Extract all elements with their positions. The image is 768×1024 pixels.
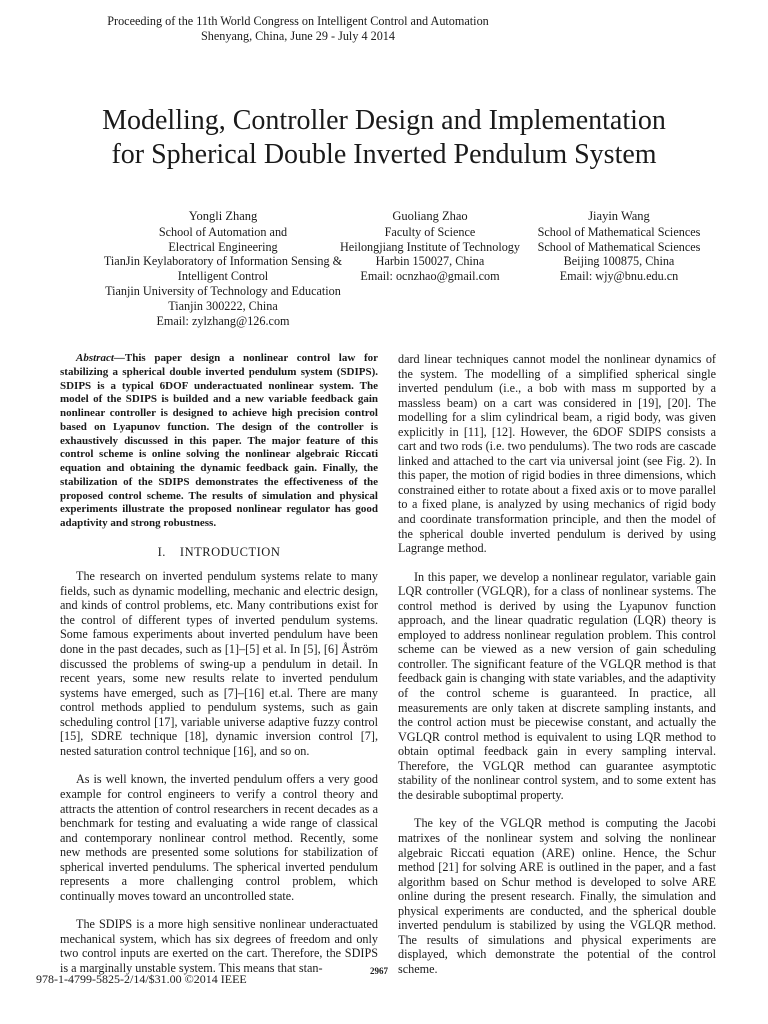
body-paragraph: As is well known, the inverted pendulum offers a very good example for control engineers to verify a control theory and attracts the attention of control researchers in recent decades as a benchmark for testing and evaluating a wide range of classical and contemporary nonlinear control method. Recently, some new methods are presented some solutions for stabilization of spherical inverted pendulums. The spherical inverted pendulum represents a more challenging control problem, which continually moves toward an uncontrolled state.	[60, 772, 378, 903]
author-affiliation-line: School of Mathematical Sciences	[537, 239, 701, 254]
abstract-label: Abstract—	[76, 352, 125, 364]
author-block	[0, 209, 768, 334]
body-paragraph: In this paper, we develop a nonlinear regulator, variable gain LQR controller (VGLQR), for a class of nonlinear systems. The control method is derived by using the Lyapunov function approach, and the linear quadratic regulation (LQR) theory is employed to address nonlinear regulation problem. This control scheme can be viewed as a new version of gain scheduling controller. The significant feature of the VGLQR method is that feedback gain is changing with state variables, and the adaptivity of the control scheme is guaranteed. In practice, all measurements are only taken at discrete sampling instants, and the control action must be piecewise constant, and actually the VGLQR control method is equivalent to using LQR method to obtain optimal feedback gain in every sampling interval. Therefore, the VGLQR method can guarantee asymptotic stability of the nonlinear control system, and to some extent has the desirable suboptimal property.	[398, 569, 716, 802]
author-email: Email: ocnzhao@gmail.com	[360, 269, 500, 284]
body-paragraph: dard linear techniques cannot model the nonlinear dynamics of the system. The modelling of a simplified spherical single inverted pendulum (i.e., a bob with mass m supported by a massless beam) on a cart was considered in [19], [20]. The modelling for a slim cylindrical beam, a rigid body, was given explicitly in [11], [12]. However, the 6DOF SDIPS consists a cart and two rods (i.e. two pendulums). The two rods are cascade linked and attached to the cart via universal joint (see Fig. 2). In this paper, the motion of rigid bodies in three dimensions, which constrained either to rotate about a fixed axis or to move parallel to a fixed plane, is analyzed by using mechanics of rigid body and coordinate transformation principle, and then the model of the spherical double inverted pendulum is derived by using Lagrange method.	[398, 352, 716, 556]
author-affiliation-line: Beijing 100875, China	[563, 254, 675, 269]
paper-title	[40, 104, 728, 172]
author-affiliation-line: Harbin 150027, China	[375, 254, 485, 269]
paper-title-line-1: Modelling, Controller Design and Implementation	[102, 105, 666, 136]
proceeding-line-2: Shenyang, China, June 29 - July 4 2014	[201, 29, 395, 43]
right-column	[398, 352, 716, 976]
section-number: I.	[157, 544, 166, 559]
page-number: 2967	[370, 966, 388, 976]
left-column	[60, 352, 378, 976]
author-name: Jiayin Wang	[588, 209, 650, 223]
copyright-footer: 978-1-4799-5825-2/14/$31.00 ©2014 IEEE	[36, 972, 247, 986]
author-affiliation-line: Faculty of Science	[384, 224, 476, 239]
author-name: Guoliang Zhao	[392, 209, 468, 223]
section-title: INTRODUCTION	[179, 544, 281, 559]
abstract-text: This paper design a nonlinear control law for stabilizing a spherical double inverted pendulum system (SDIPS). SDIPS is a typical 6DOF underactuated nonlinear system. The model of the SDIPS is builded and a new variable feedback gain nonlinear controller is designed to achieve high precision control based on Lyapunov function. The design of the controller is exhaustively discussed in this paper. The major feature of this control scheme is online solving the nonlinear algebraic Riccati equation and obtaining the dynamic feedback gain. Finally, the stabilization of the SDIPS demonstrates the effectiveness of the proposed control scheme. The results of simulation and physical experiments illustrate the proposed nonlinear regulator has good adaptivity and strong robustness.	[60, 352, 378, 529]
author-affiliation-line: School of Mathematical Sciences	[537, 224, 701, 239]
author-email: Email: zylzhang@126.com	[156, 313, 290, 328]
body-paragraph: The key of the VGLQR method is computing the Jacobi matrixes of the nonlinear system and solving the nonlinear algebraic Riccati equation (ARE) online. Hence, the Schur method [21] for solving ARE is outlined in the paper, and a fast algorithm based on Schur method is developed to solve ARE online during the present research. Finally, the simulation and physical experiments are conducted, and the spherical double inverted pendulum is stabilized by using the VGLQR method. The results of simulations and physical experiments are displayed, which demonstrate the potential of the control scheme.	[398, 816, 716, 976]
author-affiliation-line: Electrical Engineering	[168, 239, 278, 254]
body-paragraph: The SDIPS is a more high sensitive nonlinear underactuated mechanical system, which has six degrees of freedom and only two control inputs are exerted on the cart. Therefore, the SDIPS is a marginally unstable system. This means that stan-	[60, 917, 378, 975]
author-3	[528, 209, 710, 284]
abstract	[60, 352, 378, 531]
paper-title-line-2: for Spherical Double Inverted Pendulum System	[111, 139, 657, 170]
proceeding-line-1: Proceeding of the 11th World Congress on Intelligent Control and Automation	[107, 14, 489, 28]
author-name: Yongli Zhang	[188, 209, 258, 223]
body-paragraph: The research on inverted pendulum systems relate to many fields, such as dynamic modelling, mechanic and electric design, and kinds of control problems, etc. Many contributions exist for the control of different types of inverted pendulum systems. Some famous experiments about inverted pendulum have been done in the past decades, such as [1]–[5] et al. In [5], [6] Åström discussed the problems of swing-up a pendulum in detail. In recent years, some new results relate to inverted pendulum systems have emerged, such as [7]–[16] et.al. There are many control methods applied to pendulum systems, such as gain scheduling control [17], variable universe adaptive fuzzy control [15], SDRE technique [18], dynamic inversion control [7], nested saturation control technique [16], and so on.	[60, 569, 378, 758]
author-affiliation-line: TianJin Keylaboratory of Information Sensing &	[103, 254, 343, 269]
author-affiliation-line: Tianjin 300222, China	[168, 298, 278, 313]
proceeding-header	[28, 14, 568, 44]
author-email: Email: wjy@bnu.edu.cn	[559, 269, 679, 284]
author-affiliation-line: Intelligent Control	[177, 269, 269, 284]
author-2	[330, 209, 530, 284]
author-affiliation-line: Heilongjiang Institute of Technology	[339, 239, 520, 254]
section-heading-introduction	[60, 545, 378, 560]
author-affiliation-line: School of Automation and	[158, 224, 288, 239]
author-affiliation-line: Tianjin University of Technology and Education	[105, 283, 341, 298]
